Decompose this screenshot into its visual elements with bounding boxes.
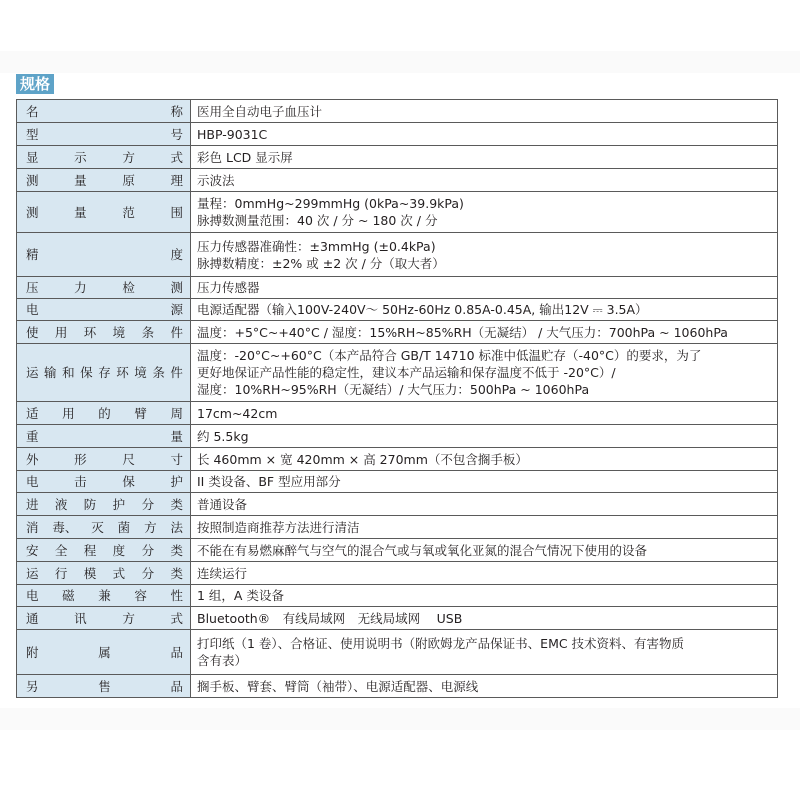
spec-label [17, 277, 191, 299]
table-row [17, 233, 778, 277]
table-row [17, 299, 778, 321]
label-char: 附 [26, 644, 39, 660]
table-row [17, 146, 778, 169]
label-char: 护 [112, 496, 126, 512]
spec-value-line: 脉搏数精度：±2% 或 ±2 次 / 分（取大者） [197, 255, 445, 271]
spec-label [17, 425, 191, 448]
label-char: 法 [170, 519, 183, 535]
spec-value [191, 516, 778, 539]
spec-label [17, 402, 191, 425]
label-char: 防 [83, 496, 97, 512]
label-char: 类 [170, 565, 183, 581]
spec-label [17, 448, 191, 471]
spec-label [17, 516, 191, 539]
spec-label-text [26, 473, 183, 490]
label-char: 精 [26, 247, 39, 262]
spec-label [17, 471, 191, 493]
label-char: 周 [170, 405, 183, 421]
spec-label-text [26, 405, 183, 422]
label-char: 使 [26, 324, 39, 340]
spec-value-line: 示波法 [197, 172, 235, 188]
spec-value-line: 彩色 LCD 显示屏 [197, 149, 293, 165]
spec-value [191, 493, 778, 516]
spec-label-text [26, 587, 183, 604]
spec-value [191, 233, 778, 277]
label-char: 原 [122, 172, 135, 188]
spec-value [191, 192, 778, 233]
spec-value-line: 不能在有易燃麻醉气与空气的混合气或与氧或氧化亚氮的混合气情况下使用的设备 [197, 542, 648, 558]
label-char: 名 [26, 103, 39, 119]
spec-value-line: 按照制造商推荐方法进行清洁 [197, 519, 360, 535]
label-char: 范 [122, 204, 135, 220]
spec-label-text [26, 565, 183, 582]
label-char: 安 [26, 542, 39, 558]
table-row [17, 516, 778, 539]
spec-label [17, 344, 191, 402]
spec-label [17, 146, 191, 169]
label-char: 分 [141, 496, 155, 512]
spec-label-text [26, 451, 183, 468]
spec-value-line: 温度：+5°C~+40°C / 湿度：15%RH~85%RH（无凝结） / 大气压力：700hPa ~ 1060hPa [197, 324, 728, 340]
label-char: 式 [170, 149, 183, 165]
spec-label [17, 321, 191, 344]
spec-label-text [26, 126, 183, 143]
table-row [17, 425, 778, 448]
spec-value-line: 量程：0mmHg~299mmHg (0kPa~39.9kPa) [197, 196, 464, 211]
label-char: 件 [170, 365, 183, 380]
spec-value [191, 100, 778, 123]
table-row [17, 607, 778, 630]
spec-value-line: 医用全自动电子血压计 [197, 103, 323, 119]
label-char: 电 [26, 474, 39, 489]
spec-value [191, 562, 778, 585]
table-row [17, 675, 778, 698]
spec-label [17, 539, 191, 562]
label-char: 围 [170, 204, 183, 220]
spec-label [17, 299, 191, 321]
label-char: 毒、 [52, 519, 78, 535]
spec-label-text [26, 542, 183, 559]
spec-value [191, 585, 778, 607]
label-char: 模 [83, 565, 97, 581]
label-char: 式 [170, 610, 183, 626]
label-char: 力 [74, 280, 87, 295]
label-char: 菌 [117, 519, 131, 535]
label-char: 检 [122, 280, 135, 295]
label-char: 方 [122, 610, 135, 626]
label-char: 号 [170, 126, 183, 142]
table-row [17, 100, 778, 123]
spec-label-text [26, 678, 183, 695]
label-char: 用 [54, 324, 68, 340]
spec-value [191, 321, 778, 344]
label-char: 保 [80, 365, 93, 380]
table-row [17, 321, 778, 344]
label-char: 液 [54, 496, 68, 512]
spec-label [17, 169, 191, 192]
label-char: 护 [170, 474, 183, 489]
label-char: 保 [122, 474, 135, 489]
label-char: 境 [112, 324, 126, 340]
spec-label [17, 100, 191, 123]
spec-label-text [26, 279, 183, 296]
label-char: 量 [74, 172, 87, 188]
label-char: 另 [26, 678, 39, 694]
spec-value-line: 压力传感器 [197, 280, 260, 295]
spec-label-text [26, 496, 183, 513]
label-char: 源 [170, 302, 183, 317]
label-char: 讯 [74, 610, 87, 626]
table-row [17, 169, 778, 192]
table-row [17, 493, 778, 516]
spec-label-text [26, 301, 183, 318]
spec-value-line: 温度：-20°C~+60°C（本产品符合 GB/T 14710 标准中低温贮存（-40°C）的要求，为了 [197, 348, 702, 363]
spec-value [191, 425, 778, 448]
spec-table [16, 99, 778, 698]
label-char: 测 [26, 172, 39, 188]
label-char: 容 [134, 588, 147, 603]
label-char: 属 [98, 644, 111, 660]
spec-value-line: HBP-9031C [197, 126, 268, 142]
spec-label [17, 630, 191, 675]
spec-label-text [26, 103, 183, 120]
label-char: 通 [26, 610, 39, 626]
label-char: 输 [44, 365, 57, 380]
label-char: 的 [98, 405, 111, 421]
label-char: 境 [134, 365, 147, 380]
table-row [17, 539, 778, 562]
top-band [0, 51, 800, 73]
table-row [17, 448, 778, 471]
label-char: 环 [83, 324, 97, 340]
table-row [17, 344, 778, 402]
label-char: 式 [112, 565, 126, 581]
spec-value-line: 搁手板、臂套、臂筒（袖带）、电源适配器、电源线 [197, 678, 479, 694]
label-char: 条 [141, 324, 155, 340]
label-char: 寸 [170, 451, 183, 467]
spec-label [17, 233, 191, 277]
label-char: 度 [170, 247, 183, 262]
label-char: 形 [74, 451, 87, 467]
spec-value-line: 脉搏数测量范围：40 次 / 分 ~ 180 次 / 分 [197, 213, 438, 228]
spec-label [17, 562, 191, 585]
label-char: 兼 [98, 588, 111, 603]
spec-value-line: 长 460mm × 宽 420mm × 高 270mm（不包含搁手板） [197, 451, 528, 467]
spec-label [17, 123, 191, 146]
spec-label-text [26, 428, 183, 445]
label-char: 分 [141, 542, 155, 558]
spec-label-text [26, 324, 183, 341]
table-row [17, 471, 778, 493]
label-char: 存 [98, 365, 111, 380]
spec-value [191, 630, 778, 675]
label-char: 磁 [62, 588, 75, 603]
spec-value [191, 402, 778, 425]
label-char: 全 [54, 542, 68, 558]
label-char: 售 [98, 678, 111, 694]
label-char: 消 [26, 519, 39, 535]
spec-value [191, 123, 778, 146]
spec-value [191, 344, 778, 402]
spec-value-line: 含有表） [197, 653, 248, 668]
label-char: 电 [26, 588, 39, 603]
spec-value-line: Bluetooth® 有线局域网 无线局域网 USB [197, 610, 463, 626]
label-char: 显 [26, 149, 39, 165]
table-row [17, 402, 778, 425]
spec-value [191, 169, 778, 192]
spec-label [17, 493, 191, 516]
label-char: 击 [74, 474, 87, 489]
spec-value-line: 连续运行 [197, 565, 248, 581]
label-char: 进 [26, 496, 39, 512]
spec-label-text [26, 246, 183, 263]
label-char: 运 [26, 365, 39, 380]
spec-label [17, 607, 191, 630]
label-char: 类 [170, 542, 183, 558]
spec-label-text [26, 610, 183, 627]
label-char: 量 [170, 428, 183, 444]
label-char: 分 [141, 565, 155, 581]
spec-label-text [26, 172, 183, 189]
label-char: 臂 [134, 405, 147, 421]
label-char: 品 [170, 678, 183, 694]
label-char: 行 [54, 565, 68, 581]
label-char: 和 [62, 365, 75, 380]
spec-value [191, 471, 778, 493]
label-char: 重 [26, 428, 39, 444]
label-char: 方 [122, 149, 135, 165]
label-char: 电 [26, 302, 39, 317]
spec-value [191, 277, 778, 299]
label-char: 测 [26, 204, 39, 220]
spec-value-line: II 类设备、BF 型应用部分 [197, 474, 341, 489]
label-char: 测 [170, 280, 183, 295]
spec-value [191, 607, 778, 630]
spec-value-line: 打印纸（1 卷）、合格证、使用说明书（附欧姆龙产品保证书、EMC 技术资料、有害物质 [197, 636, 685, 651]
label-char: 品 [170, 644, 183, 660]
spec-label-text [26, 364, 183, 381]
label-char: 性 [170, 588, 183, 603]
label-char: 示 [74, 149, 87, 165]
label-char: 环 [116, 365, 129, 380]
spec-value-line: 17cm~42cm [197, 405, 278, 421]
table-row [17, 562, 778, 585]
label-char: 尺 [122, 451, 135, 467]
label-char: 条 [152, 365, 165, 380]
table-row [17, 277, 778, 299]
spec-value [191, 539, 778, 562]
spec-label-text [26, 519, 183, 536]
spec-value [191, 146, 778, 169]
table-row [17, 123, 778, 146]
label-char: 程 [83, 542, 97, 558]
label-char: 理 [170, 172, 183, 188]
label-char: 度 [112, 542, 126, 558]
spec-value-line: 湿度：10%RH~95%RH（无凝结）/ 大气压力：500hPa ~ 1060hPa [197, 382, 590, 397]
label-char: 压 [26, 280, 39, 295]
spec-label-text [26, 644, 183, 661]
table-row [17, 585, 778, 607]
table-row [17, 630, 778, 675]
spec-label [17, 585, 191, 607]
spec-label [17, 675, 191, 698]
label-char: 运 [26, 565, 39, 581]
label-char: 量 [74, 204, 87, 220]
label-char: 型 [26, 126, 39, 142]
bottom-band [0, 708, 800, 730]
spec-value [191, 675, 778, 698]
spec-value-line: 压力传感器准确性：±3mmHg (±0.4kPa) [197, 238, 436, 254]
section-title: 规格 [16, 74, 54, 94]
label-char: 适 [26, 405, 39, 421]
label-char: 称 [170, 103, 183, 119]
table-row [17, 192, 778, 233]
spec-value-line: 1 组，A 类设备 [197, 588, 284, 603]
label-char: 外 [26, 451, 39, 467]
label-char: 类 [170, 496, 183, 512]
label-char: 件 [170, 324, 183, 340]
spec-value-line: 更好地保证产品性能的稳定性，建议本产品运输和保存温度不低于 -20°C）/ [197, 365, 616, 380]
spec-label [17, 192, 191, 233]
spec-value-line: 普通设备 [197, 496, 248, 512]
spec-label-text [26, 204, 183, 221]
label-char: 方 [144, 519, 157, 535]
label-char: 灭 [91, 519, 104, 535]
spec-label-text [26, 149, 183, 166]
spec-value-line: 电源适配器（输入100V-240V～ 50Hz-60Hz 0.85A-0.45A, 输出12V ⎓ 3.5A） [197, 302, 648, 317]
spec-value-line: 约 5.5kg [197, 428, 249, 444]
spec-value [191, 448, 778, 471]
label-char: 用 [62, 405, 75, 421]
spec-value [191, 299, 778, 321]
